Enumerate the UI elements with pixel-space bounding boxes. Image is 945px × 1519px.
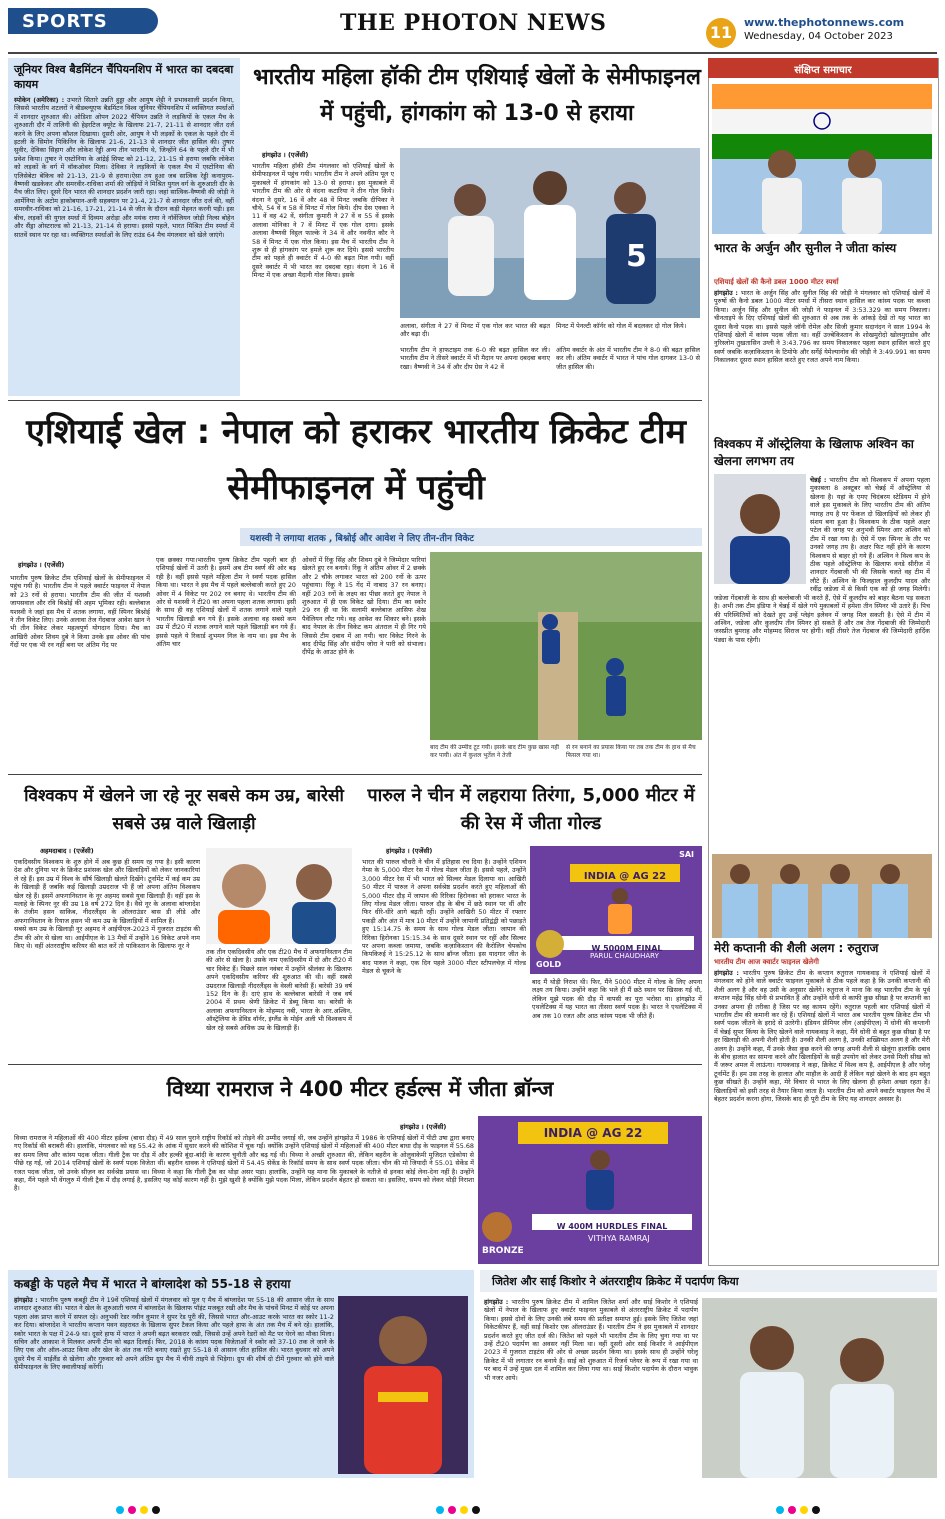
vithya-body	[14, 1134, 474, 1262]
jitesh-title: जितेश और साई किशोर ने अंतरराष्ट्रीय क्रिकेट में पदार्पण किया	[492, 1275, 739, 1288]
noor-title: विश्वकप में खेलने जा रहे नूर सबसे कम उम्र, बारेसी सबसे उम्र वाले खिलाड़ी	[24, 786, 344, 834]
indian-cricket-team-image	[712, 854, 932, 938]
sidebar-story3-dateline: हांगझोउ :	[714, 969, 739, 977]
sidebar-story3-title: मेरी कप्तानी की शैली अलग : रुतुराज	[714, 941, 879, 955]
cricket-headline: एशियाई खेल : नेपाल को हराकर भारतीय क्रिकेट टीम सेमीफाइनल में पहुंची	[26, 412, 686, 508]
sidebar-story1-kicker: एशियाई खेलों की कैनो डबल 1000 मीटर स्पर्धा	[714, 278, 839, 286]
registration-dots-icon	[110, 1505, 830, 1515]
hockey-dateline: हांगझोउ । (एजेंसी)	[262, 151, 309, 159]
masthead-title: THE PHOTON NEWS	[340, 10, 607, 36]
badminton-title: जूनियर विश्व बैडमिंटन चैंपियनशिप में भारत का दबदबा कायम	[14, 63, 234, 91]
vithya-medal-icon	[482, 1212, 512, 1242]
cricket-col1: भारतीय पुरुष क्रिकेट टीम एशियाई खेलों के सेमीफाइनल में पहुंच गयी है। भारतीय टीम ने पहले क्वार्टर फाइनल में नेपाल को 23 रनों से हराया। भारतीय टीम की जीत में यशस्वी जायसवाल और रवि बिश्नोई की अहम भूमिका रही। बल्लेबाज यशस्वी ने जहां इस मैच में शतक लगाया, वहीं स्पिनर बिश्नोई ने तीन विकेट लिए। उनके अलावा तेज गेंदबाज आवेश खान ने भी तीन विकेट लेकर महत्वपूर्ण योगदान दिया। मैच का आखिरी ओवर शिवम दुबे ने किया उनके इस ओवर की पांच गेंदों पर एक भी रन नहीं बना पर अंतिम गेंद पर	[10, 574, 150, 650]
section-label: SPORTS	[22, 11, 108, 32]
issue-date: Wednesday, 04 October 2023	[744, 31, 893, 42]
sidebar-label: संक्षिप्त समाचार	[794, 65, 852, 76]
sidebar-story1-dateline: हांगझोउ :	[714, 289, 738, 297]
parul-body: भारत की पारुल चौधरी ने चीन में इतिहास रच दिया है। उन्होंने एशियन गेम्स के 5,000 मीटर रेस में गोल्ड मेडल जीता है। इससे पहले, उन्होंने 3,000 मीटर रेस में भी भारत को सिल्वर मेडल दिलाया था। आखिरी 50 मीटर में पारुल ने अपना सर्वश्रेष्ठ प्रदर्शन करते हुए महिलाओं की 5,000 मीटर दौड़ में जापान की रिरिका हिरोनका को हराकर भारत के लिए गोल्ड मेडल जीता। पारुल दौड़ के बीच में छठे स्थान पर थीं और फिर धीरे-धीरे आगे बढ़ती रहीं। उन्होंने आखिरी 50 मीटर में रफ्तार पकड़ी और अंत में मात्र 10 मीटर में उन्होंने जापानी प्रतिद्वंद्वी को पछाड़ते हुए 15:14.75 के समय के साथ गोल्ड मेडल जीता। जापान की रिरिका हिरोनका 15:15.34 के साथ दूसरे स्थान पर रहीं और सिल्वर पर अपना कब्जा जमाया, जबकि कज़ाकिस्तान की कैरोलिन चेपकोच किपकिरुई ने 15:25.12 के साथ ब्रॉन्ज जीता। इस यादगार जीत के बाद पारुल ने कहा, एक दिन पहले 3000 मीटर स्टीपलचेज़ में गोल्ड मेडल से चूकने के	[362, 858, 526, 976]
kabaddi-dateline: हांगझोउ :	[14, 1296, 38, 1304]
parul-card-banner-text: INDIA @ AG 22	[583, 871, 667, 882]
cricket-strap	[240, 528, 702, 546]
kabaddi-title: कबड्डी के पहले मैच में भारत ने बांग्लादेश को 55-18 से हराया	[14, 1277, 291, 1291]
badminton-dateline: स्पोकेन (अमेरिका) :	[14, 96, 65, 104]
vithya-card-name: VITHYA RAMRAJ	[588, 1234, 650, 1243]
sidebar-story2-dateline: चेन्नई :	[810, 476, 827, 484]
sidebar-story2-title: विश्वकप में ऑस्ट्रेलिया के खिलाफ अश्विन का खेलना लगभग तय	[714, 437, 914, 468]
hockey-players-image	[400, 148, 700, 318]
parul-card-event	[560, 936, 694, 953]
hockey-col3b: अंतिम क्वार्टर के अंत में भारतीय टीम ने 8-0 की बढ़त हासिल कर ली। अंतिम क्वार्टर में भारत ने पांच गोल दागकर 13-0 से जीत हासिल की।	[556, 346, 700, 371]
cricket-caption1: बाद टीम की उम्मीद टूट गयी। इसके बाद टीम कुछ खास नहीं कर पायी। अंत में कुशल भुर्तेल ने तेजी	[430, 744, 559, 759]
parul-athlete-image	[590, 886, 650, 934]
badminton-text: उभरते सितारे उन्नति हुड्डा और आयुष शेट्टी ने प्रभावशाली प्रदर्शन किया, जिससे भारतीय शटलरों ने बीडब्ल्यूएफ बैडमिंटन विश्व जूनियर चैंपियनशिप में व्यक्तिगत स्पर्धाओं में शानदार शुरुआत की। ओडिशा ओपन 2022 चैंपियन उन्नति ने लड़कियों के एकल मैच के शुरुआती दौर में तालिनी की हेइरटिज क्यूरेट के खिलाफ 21-7, 21-11 से शानदार जीत दर्ज करने के लिए अपना कौशल दिखाया। दूसरी ओर, आयुष ने भी लड़कों के एकल के पहले दौर में इटली के सिमोन पिकिनिन के खिलाफ 21-6, 21-13 से शानदार जीत हासिल की। तुषार सुवीर, देविका सिहाग और लोकेश रेड्डी अन्य तीन भारतीय थे, जिन्होंने 64 के पहले दौर में भी प्रवेश किया। तुषार ने एस्टोनिया के आंद्रेई सिफ्ट को 21-12, 21-15 से हराया जबकि लोकेश को लड़कों के वर्ग में वॉकओवर मिला। देविका ने लड़कियों के एकल मैच में एस्टोनिया की एलिसेबेटा बेकिच को 21-13, 21-9 से हराया।ऐसा तय हुआ जब सात्विक रेड्डी कनापुरम-वैष्णवी खडकेकर और समरवीर-राधिका शर्मा की जोड़ियों ने मिश्रित युगल वर्ग के शुरुआती दौर के मैच जीत लिए। दूसरे दिन भारत की शानदार प्रदर्शन जारी रहा। जहां सात्विक-वैष्णवी की जोड़ी ने आर्मेनिया के अटोम हाकोबयान-अनी सहक्यान पर 21-4, 21-7 से शानदार जीत दर्ज की, वहीं समरवीर-राधिका को 21-16, 17-21, 21-14 से जीत के दौरान कड़ी मेहनत करनी पड़ी। इस बीच, लड़कों की युगल स्पर्धा में दिव्यम अरोड़ा और मयंक राणा ने नॉर्वेजियन जोड़ी निल्स बोहेन और सैंड्रा ओस्टराल्ड को 21-13, 21-14 से हराया। इससे पहले, भारत मिश्रित टीम स्पर्धा में सातवें स्थान पर रहा था। व्यक्तिगत स्पर्धाओं के लिए राउंड 64 मैच मंगलवार को खेले जाएंगे।	[14, 96, 234, 239]
jitesh-dateline: हांगझोउ :	[484, 1298, 509, 1306]
sidebar-photo-1	[712, 84, 932, 234]
vithya-title: विथ्या रामराज ने 400 मीटर हर्डल्स में जीता ब्रॉन्ज	[166, 1077, 554, 1101]
cricket-top-rule	[8, 400, 702, 401]
hockey-col3a: मिनट में पेनल्टी कॉर्नर को गोल में बदलकर दो गोल किये।	[556, 322, 687, 330]
batsmen-running-image	[430, 552, 702, 740]
sidebar-story3-kicker: भारतीय टीम आज क्वार्टर फाइनल खेलेगी	[714, 958, 819, 966]
sidebar-label-bar	[708, 58, 938, 78]
page-number-badge	[706, 18, 736, 48]
noor-top-rule	[8, 774, 702, 775]
sidebar-story1-text: भारत के अर्जुन सिंह और सुनील सिंह की जोड़ी ने मंगलवार को एशियाई खेलों में पुरुषों की कैनो डबल 1000 मीटर स्पर्धा में तीसरा स्थान हासिल कर कांस्य पदक पर कब्जा किया। अर्जुन सिंह और सुनील की जोड़ी ने फाइनल में 3:53.329 का समय निकाला। चीनताइपे के दिए एशियाई खेलों की शुरुआत से अब तक के आंकड़े देखें तो यह भारत का दूसरा कैनो पदक था। इससे पहले जॉनी रोमेल और सिजी कुमार सदानंदन ने साल 1994 के एशियाई खेलों में कांस्य पदक जीता था। वहीं उज्बेकिस्तान के शोखमुरोदो खोलमुराडोव और नुरिस्लोम तुखतासिन उग्ली ने 3:43.796 का समय निकालकर पहला स्थान हासिल करते हुए स्वर्ण जबकि कज़ाकिस्तान के टिमोफे और सर्गेई येमेल्यानोव की जोड़ी ने 3:49.991 का समय निकालकर दूसरा स्थान हासिल करते हुए रजत अपने नाम किया।	[714, 289, 930, 365]
website-url: www.thephotonnews.com	[744, 16, 905, 29]
hockey-col2: भारतीय टीम ने हाफटाइम तक 6-0 की बढ़त हासिल कर ली। भारतीय टीम ने तीसरे क्वार्टर में भी मैदान पर अपना दबदबा बनाए रखा। वैष्णवी ने 34 वें और दीप ग्रेस ने 42 वें	[400, 346, 550, 371]
cricket-col2: एक छक्का गया।भारतीय पुरुष क्रिकेट टीम पहली बार ही एशियाई खेलों में उतरी है। इसमें अब टीम स्वर्ण की ओर बढ़ रही है। वहीं इससे पहले महिला टीम ने स्वर्ण पदक हासिल किया था। भारत ने इस मैच में पहले बल्लेबाजी करते हुए 20 ओवर में 4 विकेट पर 202 रन बनाए थे। भारतीय टीम की ओर से यशस्वी ने टी20 का अपना पहला शतक लगाया। इसी के साथ ही वह एशियाई खेलों में शतक लगाने वाले पहले भारतीय खिलाड़ी बन गये हैं। इसके अलावा वह सबसे कम उम्र में टी20 में शतक लगाने वाले पहले खिलाड़ी बन गये हैं। इससे पहले ये रिकार्ड शुभमन गिल के नाम था। इस मैच के अंतिम चार	[156, 556, 296, 649]
kabaddi-player-image	[338, 1296, 468, 1474]
vithya-card-banner-text: INDIA @ AG 22	[543, 1126, 643, 1140]
sidebar-story2-text: भारतीय टीम को विश्वकप में अपना पहला मुकाबला 8 अक्टूबर को चेन्नई में ऑस्ट्रेलिया से खेलना है। यहां के एमए चिदंबरम स्टेडियम में होने वाले इस मुकाबले के लिए भारतीय टीम की अंतिम ग्यारह तय है पर फेंकल दो खिलाड़ियों को लेकर ही संशय बना हुआ है। विश्वकप के ठीक पहले अक्षर पटेल की जगह पर अनुभवी स्पिनर आर अश्विन को टीम में रखा गया है। ऐसे में एक स्पिनर के तौर पर उनको जगह तय है। अक्षर फिट नहीं होने के कारण विश्वकप से बाहर हो गये हैं। अश्विन ने विश्व कप के ठीक पहले ऑस्ट्रेलिया के खिलाफ वनडे सीरीज में शानदार गेंदबाजी भी की जिसके चलते वह टीम में लौटे हैं। अश्विन के फिलहाल कुलदीप यादव और रवींद्र जडेजा में से किसी एक को ही जगह मिलेगी। जडेजा गेंदबाजी के साथ ही बल्लेबाजी भी करते हैं, ऐसे में कुलदीप को बाहर बैठना पड़ सकता है। अभी तक टीम इंडिया ने चेन्नई में खेले गये मुकाबलों में हमेशा तीन स्पिनर भी उतारे हैं। पिच की परिस्थितियों को देखते हुए उन्हें प्लेइंग इलेवन में जगह मिल सकती है। ऐसे में टीम में अश्विन, जडेजा और कुलदीप तीन स्पिनर हो सकते हैं और तब तेज गेंदबाजी की जिम्मेदारी जसप्रीत बुमराह और मोहम्मद सिराज पर होगी। वहीं तीसरे तेज गेंदबाज की जिम्मेदारी हार्दिक पंड्या के पास रहेगी।	[714, 476, 930, 644]
sidebar-story1-body	[714, 289, 930, 431]
noor-col1	[14, 858, 200, 1054]
noor-col2: तक तीन एकदिवसीय और एक टी20 मैच में अफगानिस्तान टीम की ओर से खेला है। उसके नाम एकदिवसीय में दो और टी20 में चार विकेट हैं। पिछले साल नवंबर में उन्होंने श्रीलंका के खिलाफ अपने एकदिवसीय करियर की शुरुआत की थी। वहीं सबसे उम्रदराज खिलाड़ी नीदरलैंड्स के वेस्ली बारेसी हैं। बारेसी 39 वर्ष 152 दिन के हैं। दाएं हाथ के बल्लेबाज बारेसी ने जब वर्ष 2004 में प्रथम श्रेणी क्रिकेट में डेब्यू किया था। बारेसी के अलावा अफगानिस्तान के मोहम्मद नबी, भारत के आर.अश्विन, ऑस्ट्रेलिया के डेविड वॉर्नर, इंग्लैंड के मोईन अली भी विश्वकप में खेल रहे सबसे अधिक उम्र के खिलाड़ी हैं।	[206, 948, 352, 1032]
hockey-photo	[400, 148, 700, 318]
noor-bareasi-image	[206, 848, 352, 944]
parul-card-medal: GOLD	[536, 960, 562, 969]
noor-col1-text: एकदिवसीय विश्वकप के शुरु होने में अब कुछ ही समय रह गया है। इसी कारण देश और दुनिया भर के क्रिकेट प्रशंसक खेल और खिलाड़ियों को लेकर जानकारियां ले रहे हैं। इस उम्र में विश्व के सौंर्ष खिलाड़ी खेलते दिखेंगे। टूर्नामेंट में कई कम उम्र के खिलाड़ी हैं जबकि कई खिलाड़ी उम्रदराज भी हैं जो अपना अंतिम विश्वकप खेल रहे हैं। इसमें अफगानिस्तान के नूर अहमद सबसे युवा खिलाड़ी हैं। वहीं इस के मलाहे के स्पिनर नूर की उम्र 18 वर्ष 272 दिन है। वैसे नूर के अलावा बांग्लादेश के तंजीम हसन साकिब, नीदरलैंड्स के ऑलराउंडर बास डी लीडे और अफगानिस्तान के रियाज हसन भी कम उम्र के खिलाड़ियों में शामिल हैं।	[14, 858, 200, 925]
cricket-dateline: हांगझोउ । (एजेंसी)	[18, 561, 65, 569]
hockey-col1: भारतीय महिला हॉकी टीम मंगलवार को एशियाई खेलों के सेमीफाइनल में पहुंच गयी। भारतीय टीम ने अपने अंतिम पूल ए मुकाबले में हांगकांग को 13-0 से हराया। इस मुकाबले में भारतीय टीम की ओर से वंदना कटारिया ने तीन गोल किये। वंदना ने दूसरे, 16 वें और 48 वें मिनट जबकि दीपिका ने चौथे, 54 वें व 58 वें मिनट में गोल किये। दीप ग्रेस एक्का ने 11 वें वह 42 वें, संगीता कुमारी ने 27 वें व 55 वें इसके अलावा मोनिका ने 7 वें मिनट में एक गोल दागा। इसके अलावा वैष्णवी विट्ठल फाल्के ने 34 वें और नवनीत कौर ने 58 वें मिनट में एक गोल किया। इस मैच में भारतीय टीम ने शुरू से ही हांगकांग पर हमले शुरू कर दिये। इससे भारतीय टीम को पहले ही क्वार्टर में 4-0 की बढ़त मिल गयी। वहीं दूसरे क्वार्टर में भी भारत का दबदबा रहा। वंदना ने 16 वें मिनट में एक अच्छा मैदानी गोल किया। इसके	[252, 162, 394, 280]
kabaddi-body	[14, 1296, 334, 1474]
vithya-card-event	[532, 1214, 692, 1230]
jitesh-title-bar	[480, 1270, 937, 1292]
vithya-card-event-text: W 400M HURDLES FINAL	[556, 1222, 668, 1231]
jitesh-text: भारतीय पुरुष क्रिकेट टीम में शामिल जितेश शर्मा और साई किशोर ने एशियाई खेलों में नेपाल के खिलाफ हुए क्वार्टर फाइनल मुकाबले से अंतरराष्ट्रीय क्रिकेट में पदार्पण किया। इससे दोनों के लिए उनकी लंबे समय की प्रतीक्षा समाप्त हुई। इसके लिए जितेश जहां विकेटकीपर हैं, वहीं साई किशोर एक ऑलराउंडर हैं। भारतीय टीम ने इस मुकाबले में शानदार प्रदर्शन करते हुए जीत दर्ज की। जितेश को पहले भी भारतीय टीम के लिए चुना गया था पर उन्हें टी20 पदार्पण का अवसर नहीं मिला था। वहीं दूसरी ओर साई किशोर ने आईपीएल 2023 में गुजरात टाइटंस की ओर से अच्छा प्रदर्शन किया था। इसके साथ ही उन्होंने घरेलू क्रिकेट में भी लगातार रन बनाये हैं। साई को शुरुआत में रिजर्व प्लेयर के रूप में रखा गया था पर बाद में उन्हें मुख्य दल में शामिल कर लिया गया था। साई किशोर पदार्पण के दौरान भावुक भी नजर आये।	[484, 1298, 698, 1382]
parul-dateline: हांगझोउ । (एजेंसी)	[386, 847, 433, 855]
parul-card-name: PARUL CHAUDHARY	[590, 952, 659, 960]
vithya-top-rule	[8, 1064, 702, 1065]
kabaddi-text: भारतीय पुरुष कबड्डी टीम ने 19वें एशियाई खेलों में मंगलवार को पूल ए मैच में बांग्लादेश पर 55-18 की आसान जीत के साथ शानदार शुरुआत की। भारत ने खेल के शुरुआती चरण में बांग्लादेश के खिलाफ पॉइंट मजबूत रखी और मैच के पांचवें मिनट में कोई पर अपना पहला अंक प्राप्त करने में सफल रहे। अनुभवी रेडर नवीन कुमार ने सुपर रेड पूरी की, जिससे भारत और-आउट करके भारत का स्कोर 11-2 कर दिया। बांग्लादेश ने भारतीय कप्तान पवन सहरावत के खिलाफ सुपर टैकल किया और पहले हाफ के अंत तक मैच में बने रहे। हालांकि, स्कोर भारत के पक्ष में 24-9 था। दूसरे हाफ में भारत ने अपनी बढ़त बरकरार रखी, जिससे उन्हें अपने रेडरों को मैट पर घेरने का मौका मिला। सचिन और आकाश ने मिलकर अपनी टीम को बढ़त दिलाई। फिर, 2018 के कांस्य पदक विजेताओं ने स्कोर को 37-10 तक ले जाने के लिए एक और ऑल-आउट किया और खेल के अंत तक गति बनाए रखते हुए 55-18 से आसान जीत हासिल की। भारत बुधवार को अपने दूसरे मैच में थाईलैंड से खेलेगा और गुरुवार को अपने अंतिम ग्रुप मैच में चीनी ताइपे से भिड़ेगा। ग्रुप की शीर्ष दो टीमें गुरुवार को होने वाले सेमीफाइनल के लिए क्वालीफाई करेंगी।	[14, 1296, 334, 1372]
vithya-card-banner	[518, 1122, 668, 1144]
vithya-card-medal: BRONZE	[482, 1246, 524, 1256]
parul-card	[530, 846, 702, 974]
cricket-strap-text: यशस्वी ने लगाया शतक , बिश्नोई और आवेश ने लिए तीन-तीन विकेट	[250, 534, 474, 544]
vithya-card	[478, 1116, 702, 1264]
vithya-text: विथ्या रामराज ने महिलाओं की 400 मीटर हर्डल्स (बाधा दौड़) में 49 साल पुराने राष्ट्रीय रिकॉर्ड को तोड़ने की उम्मीद जगाई थी, जब उन्होंने हांगझोउ में 1986 के एशियाई खेलों में पीटी उषा द्वारा बनाए गए रिकॉर्ड की बराबरी की। हालांकि, मंगलवार को वह 55.42 के आंक में सुधार करने की कोशिश में चूक गईं। क्योंकि उन्होंने एशियाई खेलों में महिलाओं की 400 मीटर बाधा दौड़ के फाइनल में 55.68 का समय लिया और कांस्य पदक जीता। गीली ट्रैक पर दौड़ में और हल्की बूंदा-बांदी के कारण चुनौती और बढ़ गई थी। विथ्या ने अच्छी शुरुआत की, लेकिन बहरीन के ओलुवाकेमी मुजिदत एडेकोया से पीछे रह गईं, जो 2014 एशियाई खेलों के स्वर्ण पदक विजेता थीं। बहरीन धावक ने एशियाई खेलों में 54.45 सेकेंड के रिकॉर्ड समय के साथ स्वर्ण पदक जीता। चीन की मो जियादी ने 55.01 सेकेंड में रजत पदक जीता, जो उनके सीज़न का सर्वश्रेष्ठ प्रयास था। विथ्या ने कहा कि गीली ट्रैक का थोड़ा असर पड़ा। हालांकि, उन्होंने यह माना कि मुकाबले के नतीजे से इनका कोई लेना-देना नहीं है। उन्होंने कहा, मैंने पहले भी वेंगलुरु में गीली ट्रैक में दौड़ लगाई है, इसलिए यह कोई कारण नहीं है। मुझे खुशी है क्योंकि मुझे पदक मिला, लेकिन प्रदर्शन बेहतर हो सकता था। इसलिए, समय को लेकर थोड़ी निराशा है।	[14, 1134, 474, 1193]
badminton-body	[14, 96, 234, 392]
cricket-photo	[430, 552, 702, 740]
parul-card-banner	[570, 864, 680, 882]
vithya-athlete-image	[564, 1148, 634, 1210]
kabaddi-photo	[338, 1296, 468, 1474]
sidebar-story1-title: भारत के अर्जुन और सुनील ने जीता कांस्य	[714, 241, 897, 255]
parul-card-event-text: W 5000M FINAL	[591, 944, 663, 953]
parul-title: पारुल ने चीन में लहराया तिरंगा, 5,000 मीटर में की रेस में जीता गोल्ड	[367, 785, 695, 834]
parul-card-sai: SAI	[679, 850, 694, 859]
noor-photo	[206, 848, 352, 944]
print-registration-marks	[110, 1500, 830, 1510]
noor-col1b-text: सबसे कम उम्र के खिलाड़ी नूर अहमद ने आईपीएल-2023 में गुजरात टाइटंस की टीम की ओर से खेला था। आईपीएल के 13 मैचों में उन्होंने 16 विकेट अपने नाम किए थे। वहीं अंतरराष्ट्रीय करियर की बात करें तो पाकिस्तान के खिलाफ नूर ने	[14, 925, 200, 951]
sidebar-story3-text: भारतीय पुरुष क्रिकेट टीम के कप्तान रुतुराज गायकवाड़ ने एशियाई खेलों में मंगलवार को होने वाले क्वार्टर फाइनल मुकाबले से ठीक पहले कहा है कि उनकी कप्तानी की शैली अलग है और वह उसी के अनुसार खेलेंगे। रुतुराज ने माना कि वह भारतीय टीम के पूर्व कप्तान महेंद्र सिंह धोनी से प्रभावित हैं और उन्होंने धोनी से काफी कुछ सीखा है पर कप्तानी का उनका अपना ही तरीका है जिस पर वह कायम रहेंगे। रुतुराज पहली बार एशियाई खेलों में भारतीय टीम की कमानी कर रहे हैं। एशियाई खेलों में भारत अब भारतीय पुरुष क्रिकेट टीम भी स्वर्ण पदक जीतने के इरादे से उतरेगी। इंडियन प्रीमियर लीग (आईपीएल) में धोनी की कप्तानी में चेन्नई सुपर किंग्स के लिए खेलने वाले गायकवाड़ ने कहा, मैंने धोनी से बहुत कुछ सीखा है पर हर खिलाड़ी की अपनी शैली होती है। उनकी शैली अलग है, उनकी शख्सियत अलग है और मेरी अलग है। उन्होंने कहा, मैं उनके जैसा कुछ करने की जगह अपनी शैली से खेलूंगा हालांकि दबाव के बीच हालात का सामना करने और खिलाड़ियों के सही उपयोग को लेकर उनसे मिली सीख को मैं जरूर अमल में लाऊंगा। गायकवाड़ ने कहा, क्रिकेट में विश्व कप है, आईपीएल है और घरेलू टूर्नामेंट हैं। हम उस तरह के हालात और माहौल के आदी हैं लेकिन यहां खेलने के बाद हम बहुत कुछ सीखते हैं। उन्होंने कहा, मेरे विचार से भारत के लिए खेलना ही हमेशा अच्छा रहता है। खिलाड़ियों को इसी तरह से तैयार किया जाता है। भारतीय टीम को अपने क्वार्टर फाइनल मैच में बेहतर प्रदर्शन करना होगा, जिसके बाद ही पूरी टीम के लिए यह शानदार अवसर है।	[714, 969, 930, 1104]
jitesh-body	[484, 1298, 698, 1478]
masthead	[340, 10, 640, 40]
cricket-caption2: से रन बनाने का प्रयास किया पर तब तक टीम के हाथ से मैच फिसल गया था।	[566, 744, 696, 759]
header-rule	[8, 52, 937, 54]
noor-dateline: अहमदाबाद । (एजेंसी)	[40, 847, 94, 855]
vithya-dateline: हांगझोउ । (एजेंसी)	[400, 1123, 447, 1131]
jitesh-photo	[702, 1298, 937, 1478]
svg-text:5: 5	[626, 239, 647, 274]
canoe-medalists-image	[712, 84, 932, 234]
sidebar-photo-3	[712, 854, 932, 938]
page-number: 11	[709, 23, 733, 42]
jitesh-saikishore-image	[702, 1298, 937, 1478]
section-tab	[8, 8, 158, 34]
cricket-col3: ओवरों में रिंकू सिंह और शिवम दुबे ने जिम्मेदार पारियां खेलते हुए रन बनाये। रिंकू ने अंतिम ओवर में 2 छक्के और 2 चौके लगाकर भारत को 200 रनों के ऊपर पहुंचाया। रिंकू ने 15 गेंद में नाबाद 37 रन बनाए। वहीं 203 रनों के लक्ष्य का पीछा करते हुए नेपाल ने शुरुआत में ही एक विकेट खो दिया। टीम का स्कोर 29 रन ही था कि सलामी बल्लेबाज आसिफ शेख पैवेलियन लौट गये। वह आवेश का शिकार बने। इसके बाद नेपाल के तीन विकेट कम अंतराल में ही गिर गये जिससे टीम दबाव में आ गयी। चार विकेट गिरने के बाद दीपेंद्र सिंह और संदीप जोरा ने पारी को संभाला। दीपेंद्र के आउट होने के	[302, 556, 426, 657]
sidebar-story2-body	[714, 476, 930, 848]
hockey-title: भारतीय महिला हॉकी टीम एशियाई खेलों के सेमीफाइनल में पहुंची, हांगकांग को 13-0 से हराया	[253, 65, 701, 126]
hockey-caption: अलावा, संगीता ने 27 वें मिनट में एक गोल कर भारत की बढ़त और बढ़ा दी।	[400, 322, 550, 339]
parul-body2: बाद मैं थोड़ी निराश थी। फिर, मैंने 5000 मीटर में गोल्ड के लिए अपना लक्ष्य तय किया। उन्होंने कहा कि भले ही मैं छठे स्थान पर खिसक गई थी, लेकिन मुझे पदक की दौड़ में वापसी का पूरा भरोसा था। हांगझोउ में एथलेटिक्स में यह भारत का तीसरा स्वर्ण पदक है। भारत ने एथलेटिक्स में अब तक 10 रजत और आठ कांस्य पदक भी जीते हैं।	[532, 978, 702, 1020]
parul-medal-icon	[536, 930, 564, 958]
sidebar-story3-body	[714, 969, 930, 1261]
